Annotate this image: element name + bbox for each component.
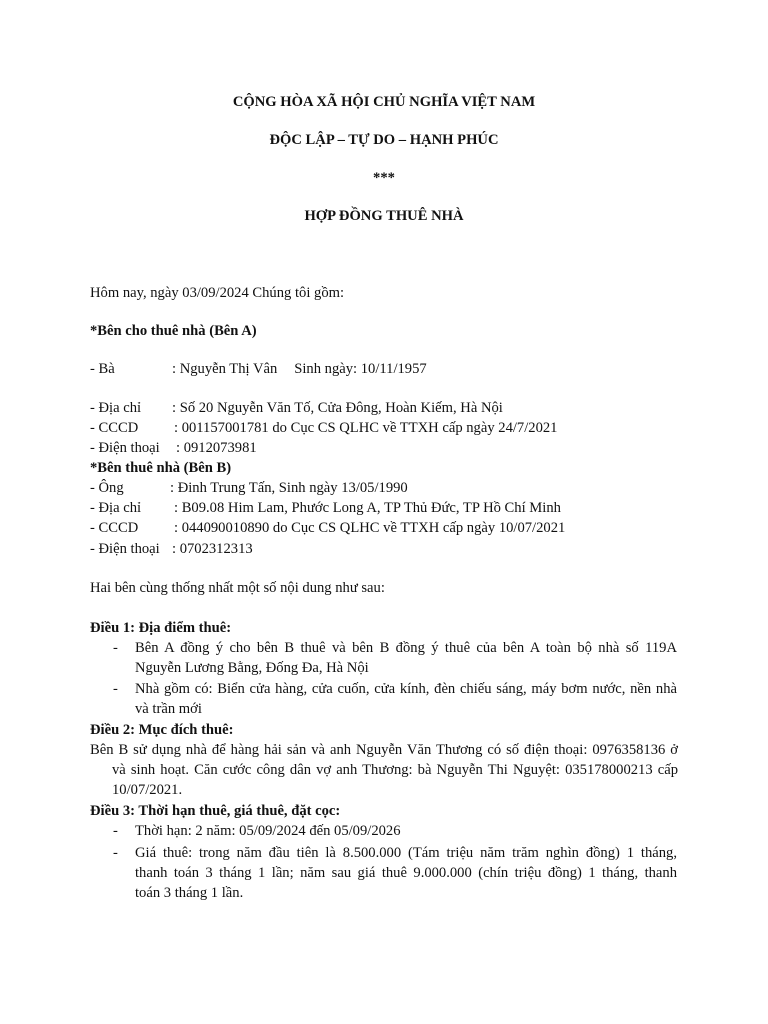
party-b-id-row (90, 518, 565, 538)
article-3-item-2-line-1: Giá thuê: trong năm đầu tiên là 8.500.000 (Tám triệu năm trăm nghìn đồng) 1 tháng, (135, 845, 677, 861)
article-2-line-1: Bên B sử dụng nhà để hàng hải sản và anh Nguyễn Văn Thương có số điện thoại: 0976358136 ở (90, 742, 678, 758)
bullet-dash: - (113, 681, 118, 697)
party-a-address-label: - Địa chỉ (90, 400, 142, 416)
party-a-id-row (90, 418, 557, 438)
article-1-item-2-line-2: và trần mới (135, 701, 202, 717)
article-2-line-3: 10/07/2021. (112, 782, 183, 798)
article-2-line-2: và sinh hoạt. Căn cước công dân vợ anh Thương: bà Nguyễn Thi Nguyệt: 035178000213 cấp (112, 762, 678, 778)
party-a-name-label: - Bà (90, 361, 115, 377)
party-a-phone-row (90, 438, 257, 458)
party-b-address-value: : B09.08 Him Lam, Phước Long A, TP Thủ Đức, TP Hồ Chí Minh (174, 500, 561, 516)
agreement-text: Hai bên cùng thống nhất một số nội dung như sau: (90, 580, 385, 596)
document-title: HỢP ĐỒNG THUÊ NHÀ (304, 208, 464, 224)
party-b-name-label: - Ông (90, 480, 124, 496)
article-2-heading: Điều 2: Mục đích thuê: (90, 722, 234, 738)
article-1-heading: Điều 1: Địa điểm thuê: (90, 620, 232, 636)
party-b-phone-label: - Điện thoại (90, 541, 160, 557)
article-3-item-2-line-2: thanh toán 3 tháng 1 lần; năm sau giá thuê 9.000.000 (chín triệu đồng) 1 tháng, thanh (135, 865, 677, 881)
article-1-item-1-line-2: Nguyễn Lương Bằng, Đống Đa, Hà Nội (135, 660, 369, 676)
party-a-phone-value: : 0912073981 (176, 440, 257, 456)
motto: ĐỘC LẬP – TỰ DO – HẠNH PHÚC (269, 132, 499, 148)
intro-text: Hôm nay, ngày 03/09/2024 Chúng tôi gồm: (90, 285, 345, 301)
stars-separator: *** (373, 170, 395, 186)
bullet-dash: - (113, 845, 118, 861)
party-b-name-value: : Đinh Trung Tấn, Sinh ngày 13/05/1990 (170, 480, 408, 496)
party-a-heading: *Bên cho thuê nhà (Bên A) (90, 323, 257, 339)
party-b-heading: *Bên thuê nhà (Bên B) (90, 460, 232, 476)
bullet-dash: - (113, 823, 118, 839)
party-b-address-label: - Địa chỉ (90, 500, 142, 516)
party-b-phone-value: : 0702312313 (172, 541, 253, 557)
party-a-birth: Sinh ngày: 10/11/1957 (294, 361, 427, 377)
party-b-id-label: - CCCD (90, 520, 139, 536)
party-a-name-value: : Nguyễn Thị Vân (172, 361, 278, 377)
party-b-phone-row (90, 539, 253, 559)
article-3-heading: Điều 3: Thời hạn thuê, giá thuê, đặt cọc: (90, 803, 341, 819)
party-a-address-row (90, 398, 503, 418)
party-a-name-row (90, 359, 427, 379)
national-title: CỘNG HÒA XÃ HỘI CHỦ NGHĨA VIỆT NAM (232, 94, 536, 110)
party-b-address-row (90, 498, 561, 518)
party-b-name-row (90, 478, 408, 498)
article-1-item-2-line-1: Nhà gồm có: Biển cửa hàng, cửa cuốn, cửa kính, đèn chiếu sáng, máy bơm nước, nền nhà (135, 681, 677, 697)
party-a-phone-label: - Điện thoại (90, 440, 160, 456)
article-3-item-1: Thời hạn: 2 năm: 05/09/2024 đến 05/09/2026 (135, 823, 401, 839)
party-a-id-label: - CCCD (90, 420, 139, 436)
party-a-address-value: : Số 20 Nguyễn Văn Tố, Cửa Đông, Hoàn Kiếm, Hà Nội (172, 400, 503, 416)
article-3-item-2-line-3: toán 3 tháng 1 lần. (135, 885, 244, 901)
party-a-id-value: : 001157001781 do Cục CS QLHC về TTXH cấp ngày 24/7/2021 (174, 420, 558, 436)
bullet-dash: - (113, 640, 118, 656)
article-1-item-1-line-1: Bên A đồng ý cho bên B thuê và bên B đồng ý thuê của bên A toàn bộ nhà số 119A (135, 640, 677, 656)
party-b-id-value: : 044090010890 do Cục CS QLHC về TTXH cấp ngày 10/07/2021 (174, 520, 566, 536)
